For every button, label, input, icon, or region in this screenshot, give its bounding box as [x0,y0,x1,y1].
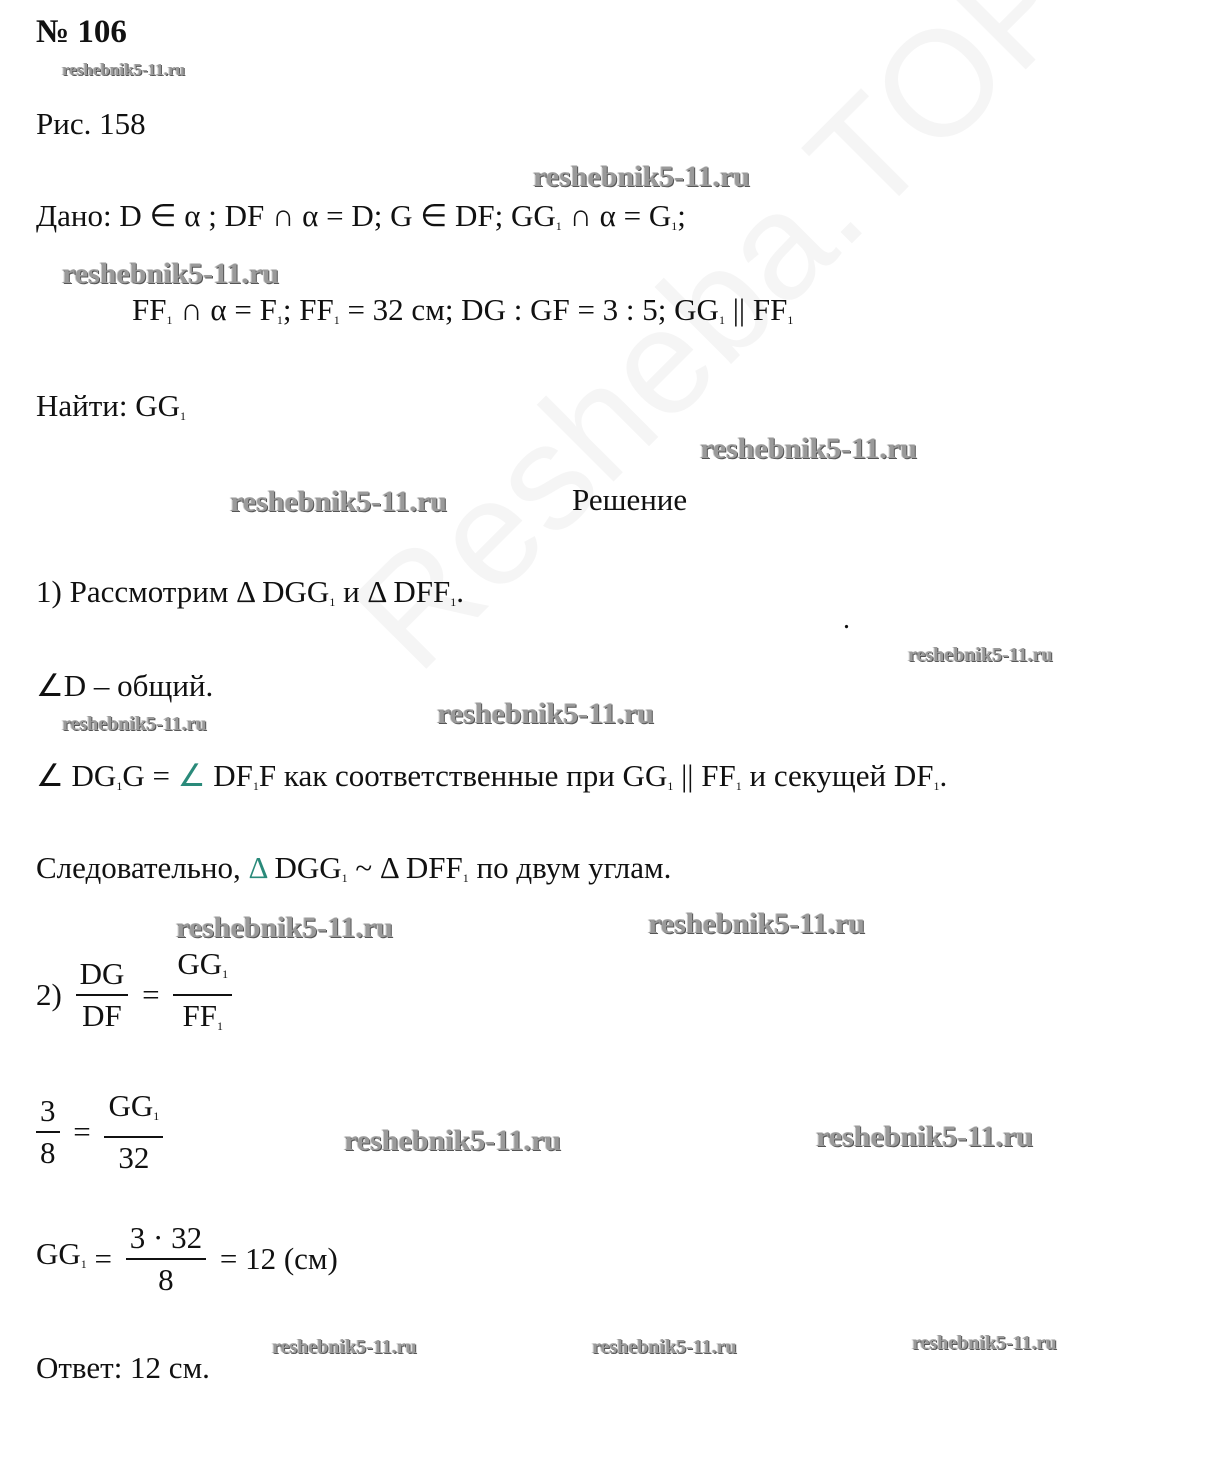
watermark: reshebnik5-11.ru [344,1124,561,1157]
fraction-gg1-32: $\frac{GG_1}{32}$ [104,1086,163,1178]
watermark: reshebnik5-11.ru [272,1336,417,1358]
fraction-gg1-ff1: $\frac{GG_1}{FF_1}$ [173,944,232,1046]
watermark: reshebnik5-11.ru [908,644,1053,666]
problem-number: № 106 [36,14,127,50]
watermark: reshebnik5-11.ru [648,907,865,940]
angle-equality-line: ∠ $DG_1G$ = ∠ $DF_1F$ как соответственные при $GG_1$ || $FF_1$ и секущей $DF_1$. [36,758,948,793]
given-line-2: $FF_1$ ∩ $\alpha = F_1$; $FF_1 = 32$ см; DG : GF = 3 : 5; $GG_1$ || $FF_1$ [132,292,794,327]
given-line-1: Дано: D ∈ α ; DF ∩ α = D; G ∈ DF; $GG_1$ ∩ $\alpha = G_1$; [36,198,686,233]
watermark: reshebnik5-11.ru [700,432,917,465]
find-line: Найти: $GG_1$ [36,388,187,423]
watermark: reshebnik5-11.ru [437,697,654,730]
step-3-proportion: $\frac{3}{8}$ = $\frac{GG_1}{32}$ [36,1086,169,1178]
fraction-3x32-8: $\frac{3 \cdot 32}{8}$ [126,1218,206,1300]
angle-common-line: ∠D – общий. [36,668,214,703]
watermark: reshebnik5-11.ru [533,160,750,193]
solution-heading: Решение [572,482,688,517]
stray-dot: . [843,604,850,635]
conclusion-line: Следовательно, Δ $DGG_1$ ~ Δ $DFF_1$ по двум углам. [36,850,672,885]
watermark: reshebnik5-11.ru [176,911,393,944]
watermark: reshebnik5-11.ru [62,257,279,290]
figure-reference: Рис. 158 [36,106,146,141]
watermark: reshebnik5-11.ru [230,485,447,518]
watermark: reshebnik5-11.ru [62,713,207,735]
watermark: reshebnik5-11.ru [62,60,185,79]
watermark: reshebnik5-11.ru [912,1332,1057,1354]
step-1: 1) Рассмотрим Δ $DGG_1$ и Δ $DFF_1$. [36,574,465,609]
fraction-3-8: $\frac{3}{8}$ [36,1091,60,1173]
watermark: reshebnik5-11.ru [816,1120,1033,1153]
fraction-dg-df: $\frac{DG}{DF}$ [76,954,129,1036]
watermark: reshebnik5-11.ru [592,1336,737,1358]
answer-line: Ответ: 12 см. [36,1350,210,1385]
step-2-proportion: 2) $\frac{DG}{DF}$ = $\frac{GG_1}{FF_1}$ [36,944,238,1046]
step-4-result: $GG_1$ = $\frac{3 \cdot 32}{8}$ = 12 (см) [36,1218,338,1300]
